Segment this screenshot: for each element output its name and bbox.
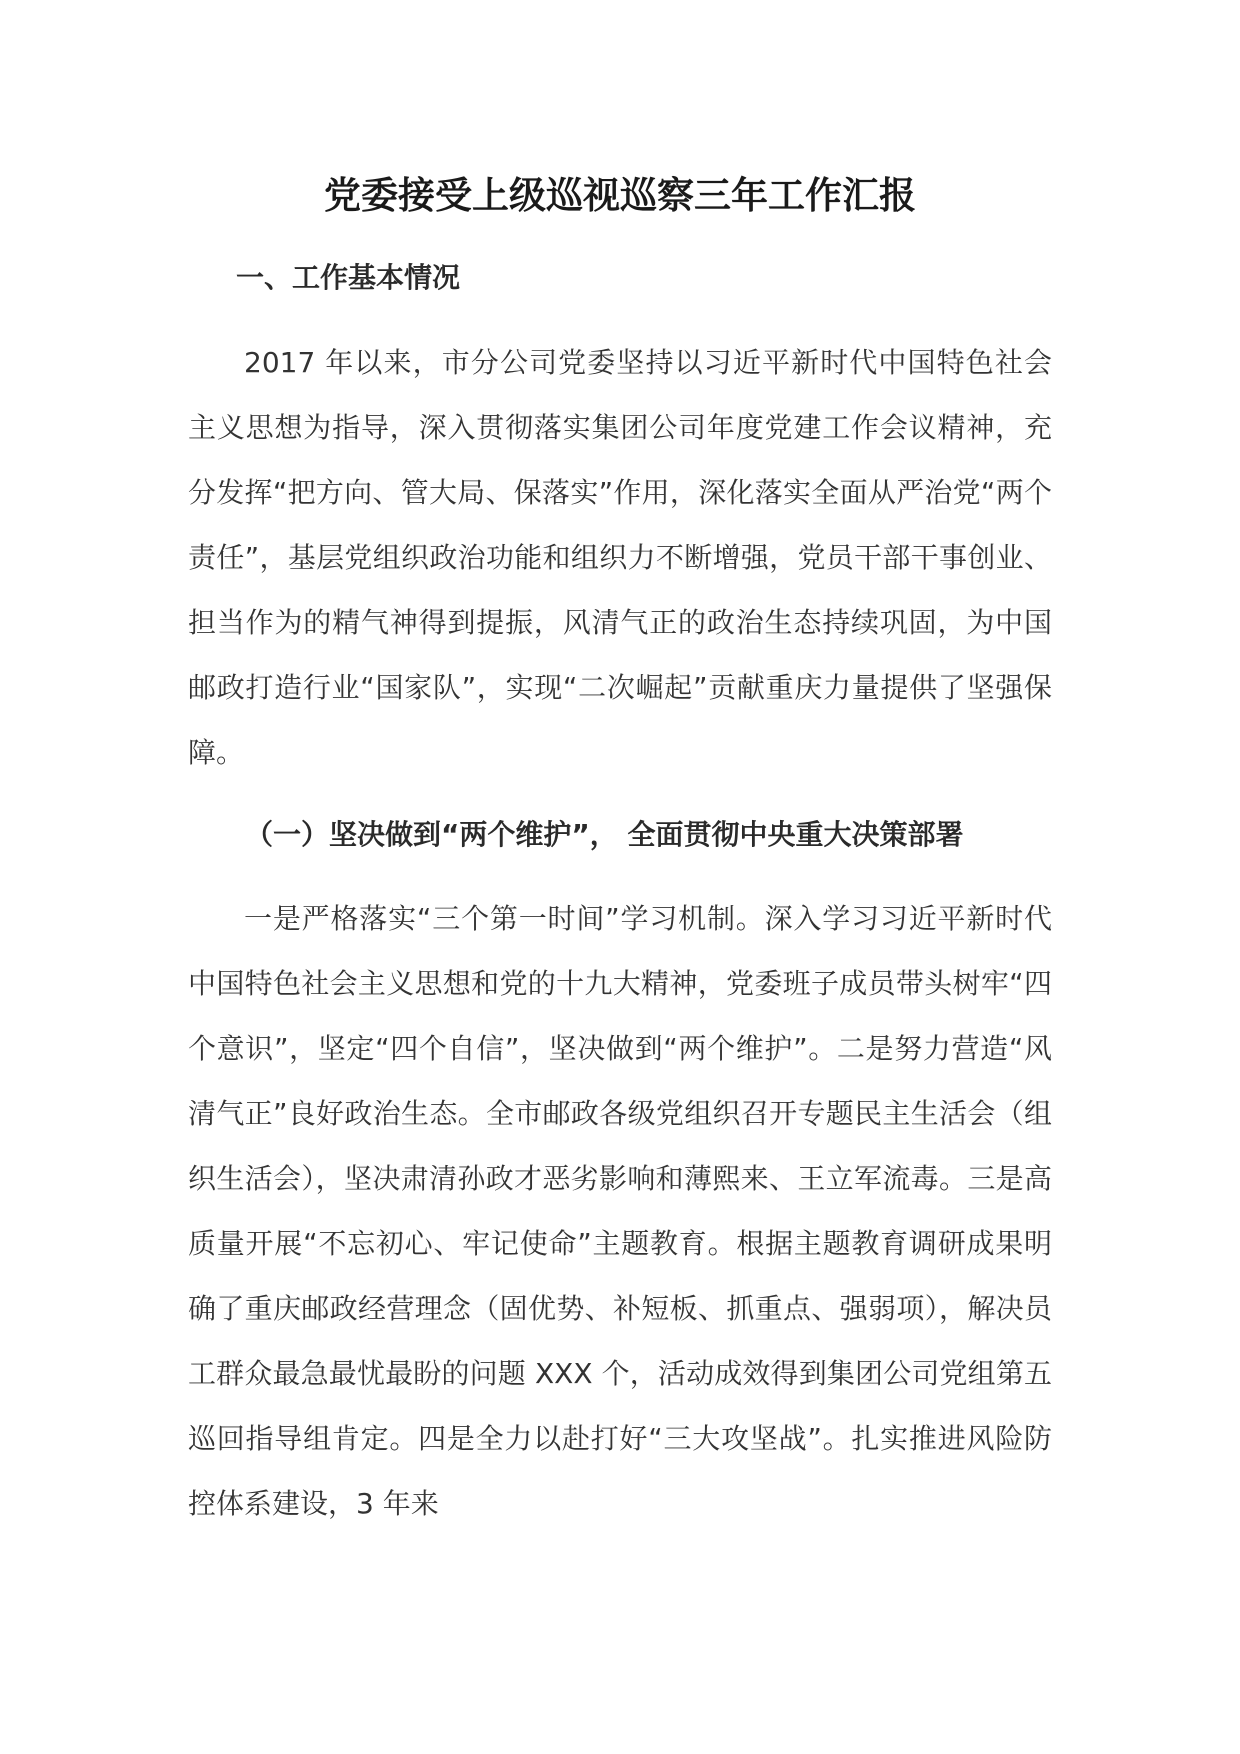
- paragraph-overview: 2017 年以来，市分公司党委坚持以习近平新时代中国特色社会主义思想为指导，深入贯彻落实集团公司年度党建工作会议精神，充分发挥“把方向、管大局、保落实”作用，深化落实全面从严治党“两个责任”，基层党组织政治功能和组织力不断增强，党员干部干事创业、担当作为的精气神得到提振，风清气正的政治生态持续巩固，为中国邮政打造行业“国家队”，实现“二次崛起”贡献重庆力量提供了坚强保障。: [188, 346, 1052, 769]
- document-title: 党委接受上级巡视巡察三年工作汇报: [324, 174, 916, 217]
- section-heading-basic-situation: 一、工作基本情况: [236, 261, 461, 294]
- paragraph-measures: 一是严格落实“三个第一时间”学习机制。深入学习习近平新时代中国特色社会主义思想和党的十九大精神，党委班子成员带头树牢“四个意识”，坚定“四个自信”，坚决做到“两个维护”。二是努力营造“风清气正”良好政治生态。全市邮政各级党组织召开专题民主生活会（组织生活会），坚决肃清孙政才恶劣影响和薄熙来、王立军流毒。三是高质量开展“不忘初心、牢记使命”主题教育。根据主题教育调研成果明确了重庆邮政经营理念（固优势、补短板、抓重点、强弱项），解决员工群众最急最忧最盼的问题 XXX 个，活动成效得到集团公司党组第五巡回指导组肯定。四是全力以赴打好“三大攻坚战”。扎实推进风险防控体系建设，3 年来: [188, 902, 1052, 1520]
- subsection-heading-two-safeguards: （一）坚决做到“两个维护”， 全面贯彻中央重大决策部署: [245, 818, 964, 851]
